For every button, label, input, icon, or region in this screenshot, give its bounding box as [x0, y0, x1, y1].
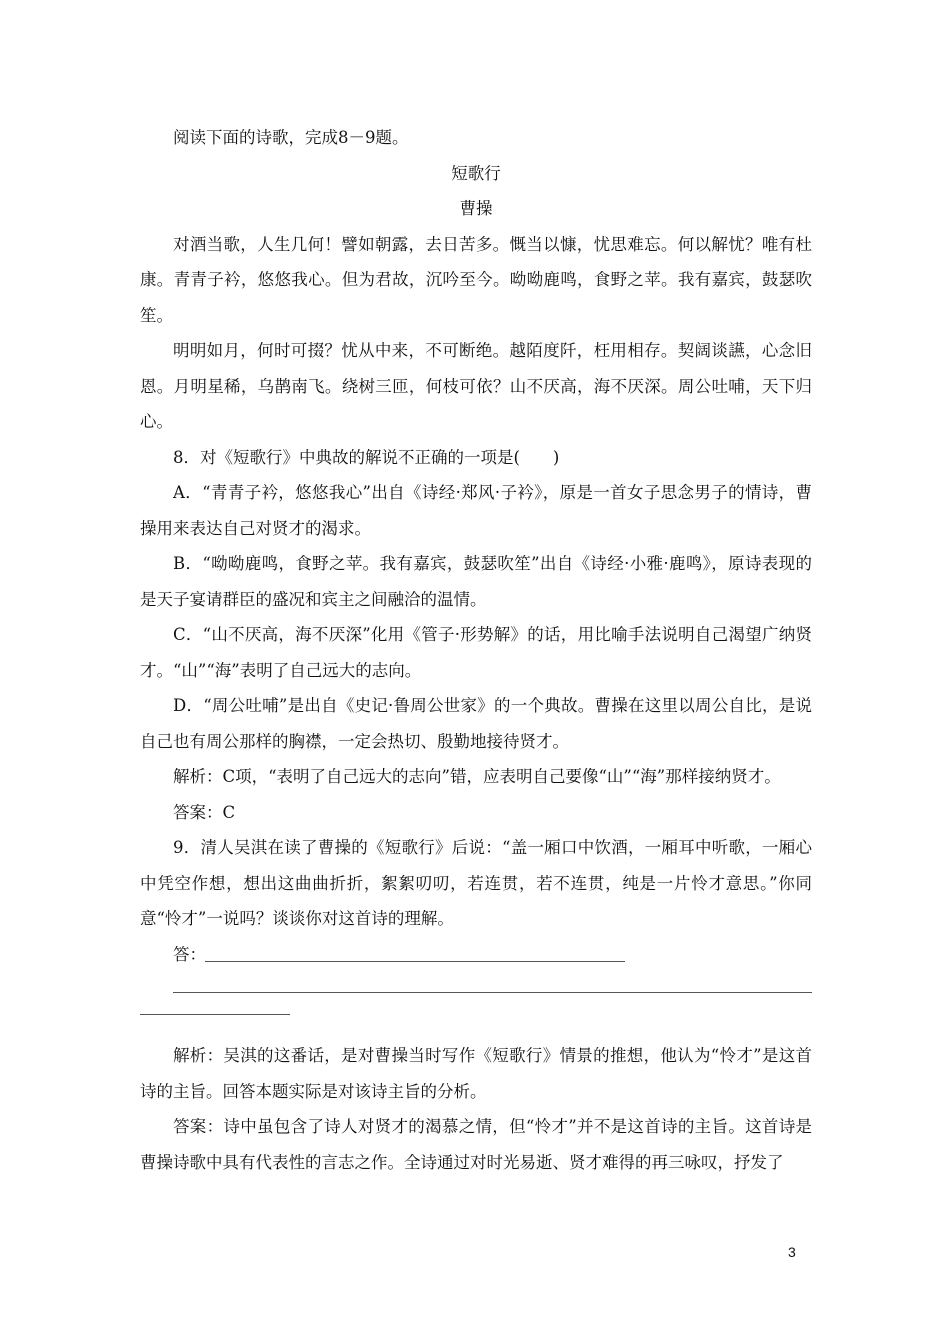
question-9-analysis: 解析：吴淇的这番话，是对曹操当时写作《短歌行》情景的推想，他认为“怜才”是这首诗的主旨。回答本题实际是对该诗主旨的分析。	[140, 1046, 812, 1101]
question-8-option-a: A．“青青子衿，悠悠我心”出自《诗经·郑风·子衿》，原是一首女子思念男子的情诗，曹操用来表达自己对贤才的渴求。	[140, 483, 812, 538]
reading-instruction: 阅读下面的诗歌，完成8－9题。	[173, 128, 409, 147]
answer-blank-line[interactable]	[140, 972, 812, 1008]
question-8-stem: 8．对《短歌行》中典故的解说不正确的一项是( )	[173, 447, 560, 467]
poem-stanza-2: 明明如月，何时可掇？忧从中来，不可断绝。越陌度阡，枉用相存。契阔谈讌，心念旧恩。月明星稀，乌鹊南飞。绕树三匝，何枝可依？山不厌高，海不厌深。周公吐哺，天下归心。	[140, 341, 812, 431]
answer-underline-full	[173, 992, 812, 993]
poem-stanza-1: 对酒当歌，人生几何！譬如朝露，去日苦多。慨当以慷，忧思难忘。何以解忧？唯有杜康。青青子衿，悠悠我心。但为君故，沉吟至今。呦呦鹿鸣，食野之苹。我有嘉宾，鼓瑟吹笙。	[140, 234, 812, 325]
poem-author: 曹操	[459, 199, 493, 218]
answer-label: 答：	[173, 944, 206, 964]
answer-blank-line-short[interactable]	[140, 1008, 812, 1038]
question-8-option-c: C．“山不厌高，海不厌深”化用《管子·形势解》的话，用比喻手法说明自己渴望广纳贤才。“山”“海”表明了自己远大的志向。	[140, 625, 812, 680]
question-9-answer: 答案：诗中虽包含了诗人对贤才的渴慕之情，但“怜才”并不是这首诗的主旨。这首诗是曹操诗歌中具有代表性的言志之作。全诗通过对时光易逝、贤才难得的再三咏叹，抒发了	[140, 1117, 812, 1172]
answer-underline	[205, 961, 625, 962]
question-8-option-d: D．“周公吐哺”是出自《史记·鲁周公世家》的一个典故。曹操在这里以周公自比，是说自己也有周公那样的胸襟，一定会热切、殷勤地接待贤才。	[140, 696, 812, 751]
answer-blank[interactable]	[173, 937, 812, 973]
question-8-option-b: B．“呦呦鹿鸣，食野之苹。我有嘉宾，鼓瑟吹笙”出自《诗经·小雅·鹿鸣》，原诗表现的是天子宴请群臣的盛况和宾主之间融洽的温情。	[140, 554, 812, 609]
question-8-answer: 答案：C	[173, 802, 236, 822]
question-9-stem: 9．清人吴淇在读了曹操的《短歌行》后说：“盖一厢口中饮酒，一厢耳中听歌，一厢心中凭空作想，想出这曲曲折折，絮絮叨叨，若连贯，若不连贯，纯是一片怜才意思。”你同意“怜才”一说吗？谈谈你对这首诗的理解。	[140, 838, 812, 928]
document-body	[140, 120, 812, 1180]
page-number: 3	[788, 1244, 796, 1260]
poem-title: 短歌行	[451, 163, 501, 183]
question-8-analysis: 解析：C项，“表明了自己远大的志向”错，应表明自己要像“山”“海”那样接纳贤才。	[173, 767, 781, 786]
answer-underline-short	[140, 1014, 290, 1015]
